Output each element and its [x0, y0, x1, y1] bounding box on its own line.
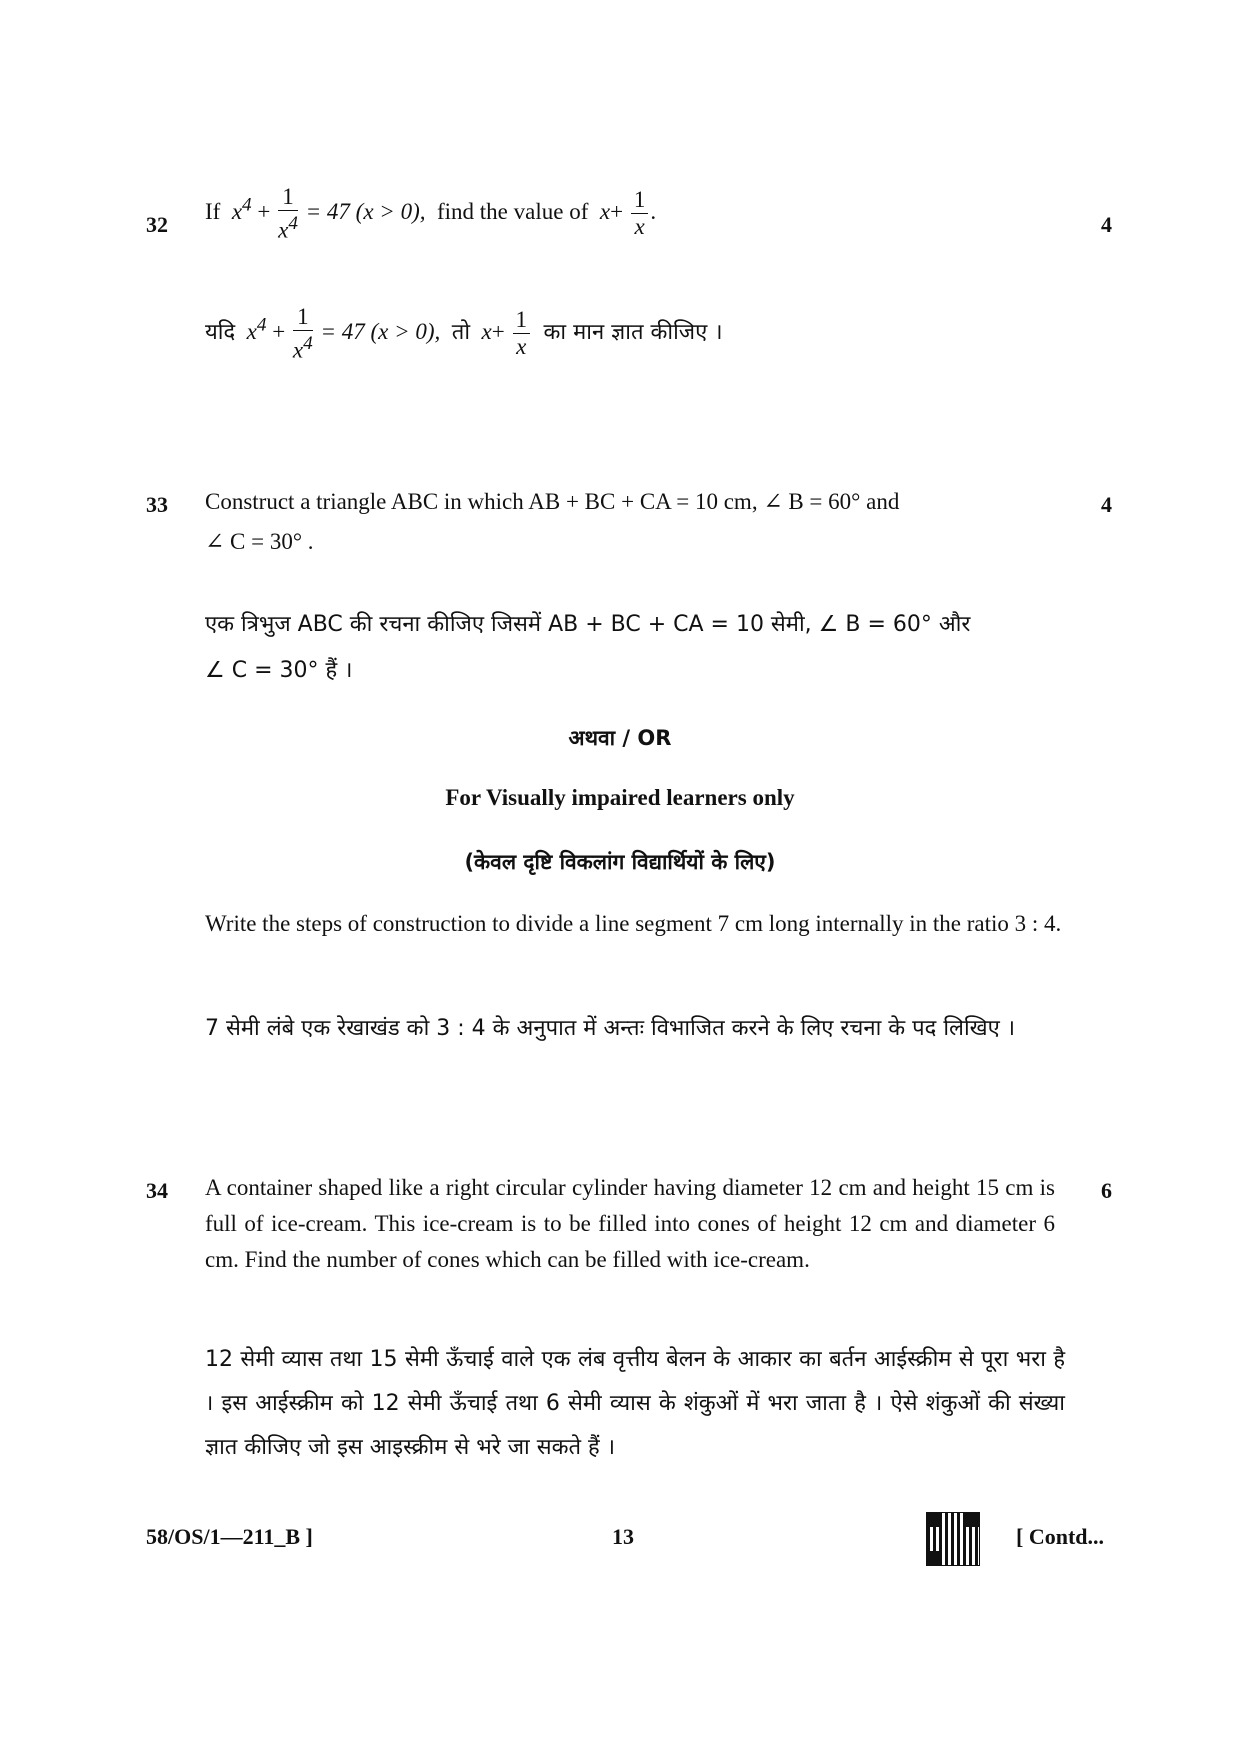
- q32-plus: +: [257, 199, 271, 225]
- page-number: 13: [612, 1524, 634, 1549]
- question-number-32: 32: [146, 212, 168, 237]
- q32-if: If: [205, 199, 221, 225]
- q32-hi-rest: का मान ज्ञात कीजिए ।: [543, 320, 723, 346]
- q33-en-line2: ∠ C = 30° .: [205, 529, 314, 554]
- visually-impaired-heading: For Visually impaired learners only: [445, 785, 795, 810]
- question-32-english: If $x^4$ + $\frac{1}{x^4}$ = 47 (x > 0), find the value of x+ $\frac{1}{x}$ .: [205, 184, 657, 243]
- q32-hi-if: यदि: [205, 320, 236, 346]
- qr-code-icon: [926, 1512, 980, 1566]
- q32-x: x: [231, 199, 243, 225]
- question-number-33: 33: [146, 492, 168, 517]
- question-number-34: 34: [146, 1178, 168, 1203]
- q32-hi-to: तो: [451, 320, 471, 346]
- q32-find: find the value of: [436, 199, 589, 225]
- question-33-english: [205, 484, 1065, 560]
- q32-fraction: $\frac{1}{x^4}$: [278, 184, 298, 243]
- continued-label: [ Contd...: [1016, 1524, 1105, 1549]
- marks-32: 4: [1101, 212, 1112, 237]
- q32-equation-rhs: = 47 (x > 0),: [305, 199, 426, 225]
- question-34-hindi: 12 सेमी व्यास तथा 15 सेमी ऊँचाई वाले एक लंब वृत्तीय बेलन के आकार का बर्तन आईस्क्रीम से पूरा भरा है । इस आईस्क्रीम को 12 सेमी ऊँचाई तथा 6 सेमी व्यास के शंकुओं में भरा जाता है । ऐसे शंकुओं की संख्या ज्ञात कीजिए जो इस आइस्क्रीम से भरे जा सकते हैं ।: [205, 1347, 1065, 1460]
- q32-sup: 4: [242, 194, 252, 216]
- question-32-hindi: यदि $x^4$ + $\frac{1}{x^4}$ = 47 (x > 0), तो x+ $\frac{1}{x}$ का मान ज्ञात कीजिए ।: [205, 304, 723, 363]
- vi-question-hindi: 7 सेमी लंबे एक रेखाखंड को 3 : 4 के अनुपात में अन्तः विभाजित करने के लिए रचना के पद लिखिए ।: [205, 1016, 1016, 1041]
- marks-34: 6: [1101, 1178, 1112, 1203]
- marks-33: 4: [1101, 492, 1112, 517]
- q33-hi-line2: ∠ C = 30° हैं ।: [205, 658, 353, 683]
- q33-en-line1: Construct a triangle ABC in which AB + BC + CA = 10 cm, ∠ B = 60° and: [205, 489, 900, 514]
- visually-impaired-heading-hindi: (केवल दृष्टि विकलांग विद्यार्थियों के लिए): [464, 850, 776, 874]
- question-33-hindi: [205, 602, 1065, 694]
- vi-question-english: Write the steps of construction to divide a line segment 7 cm long internally in the ratio 3 : 4.: [205, 911, 1062, 936]
- q33-hi-line1: एक त्रिभुज ABC की रचना कीजिए जिसमें AB + BC + CA = 10 सेमी, ∠ B = 60° और: [205, 612, 971, 637]
- paper-code: 58/OS/1—211_B ]: [146, 1524, 313, 1549]
- question-34-english: A container shaped like a right circular cylinder having diameter 12 cm and height 15 cm is full of ice-cream. This ice-cream is to be filled into cones of height 12 cm and diameter 6 cm. Find the number of cones which can be filled with ice-cream.: [205, 1175, 1055, 1272]
- or-separator: अथवा / OR: [568, 726, 672, 750]
